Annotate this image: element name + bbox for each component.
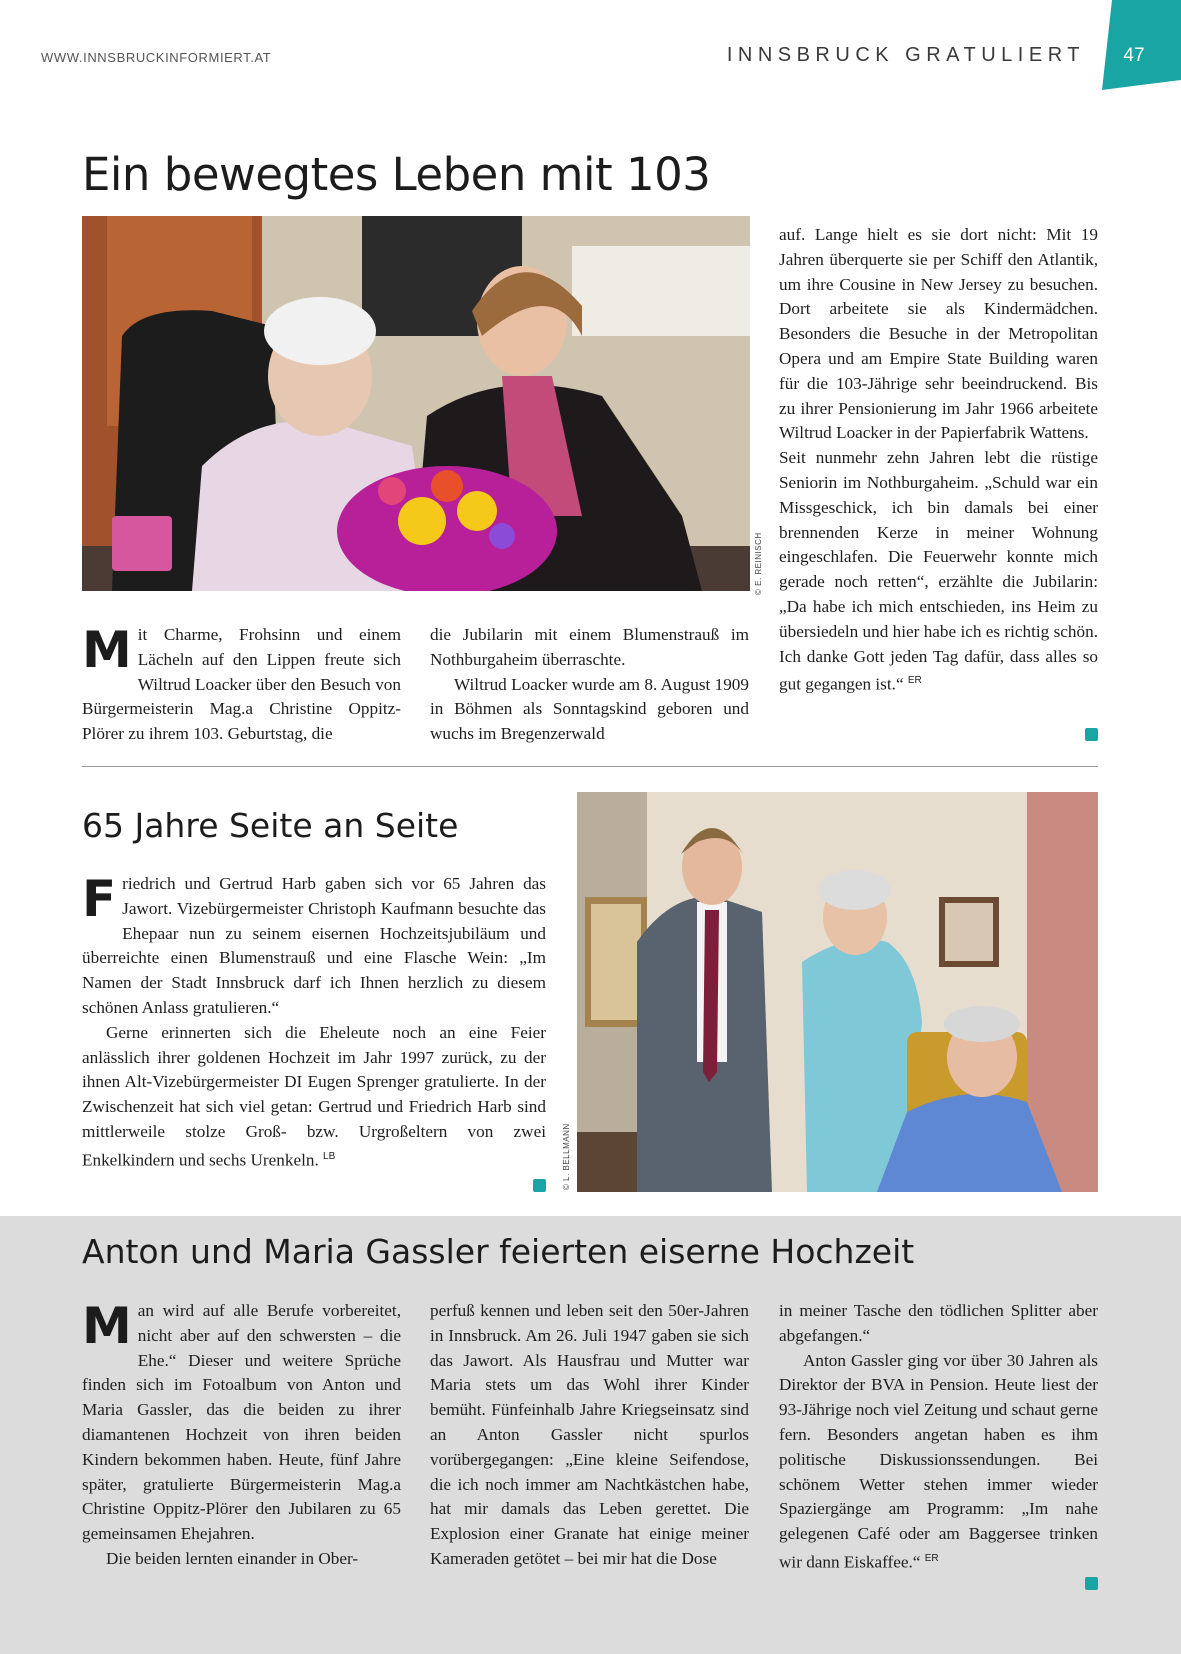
article1-col2-paragraph-1: die Jubilarin mit einem Blumenstrauß im Nothburgaheim überraschte. [430, 625, 749, 669]
article3-col1-paragraph-2: Die beiden lernten einander in Ober- [106, 1548, 359, 1568]
article3-column-1 [82, 1299, 401, 1572]
article3-col3-paragraph-1: in meiner Tasche den tödlichen Splitter aber abgefangen.“ [779, 1301, 1098, 1345]
article3-col2-paragraph-1: perfuß kennen und leben seit den 50er-Jahren in Innsbruck. Am 26. Juli 1947 gaben sie sich das Jawort. Als Hausfrau und Mutter war Maria stets um das Wohl ihrer Kinder bemüht. Fünfeinhalb Jahre Kriegseinsatz sind an Anton Gassler nicht spurlos vorübergegangen: „Eine kleine Seifendose, die ich noch immer am Nachtkästchen habe, hat mir damals das Leben gerettet. Die Explosion einer Granate hat einige meiner Kameraden getötet – bei mir hat die Dose [430, 1301, 749, 1568]
article3-col3-paragraph-2: Anton Gassler ging vor über 30 Jahren als Direktor der BVA in Pension. Heute liest der 93-Jährige noch viel Zeitung und schaut gerne fern. Besonders angetan haben es ihm politische Diskussionssendungen. Bei schönem Wetter stehen immer wieder Spaziergänge am Programm: „Im nahe gelegenen Café oder am Baggersee trinken wir dann Eiskaffee.“ $^{ER}$ [779, 1350, 1098, 1572]
article3-dropcap: M [82, 1297, 132, 1355]
article1-col3-paragraph-1: auf. Lange hielt es sie dort nicht: Mit 19 Jahren überquerte sie per Schiff den Atlantik, um ihre Cousine in New Jersey zu besuchen. Dort arbeitete sie als Kindermädchen. Besonders die Besuche in der Metropolitan Opera und am Empire State Building waren für die 103-Jährige sehr beeindruckend. Bis zu ihrer Pensionierung im Jahr 1966 arbeitete Wiltrud Loacker in der Papierfabrik Wattens. [779, 225, 1098, 443]
article1-column-1 [82, 623, 401, 747]
article1-col3-paragraph-2: Seit nunmehr zehn Jahren lebt die rüstige Seniorin im Nothburgaheim. „Schuld war ein Missgeschick, ich bin damals bei einer brennenden Kerze in meiner Wohnung eingeschlafen. Die Feuerwehr konnte mich gerade noch retten“, erzählte die Jubilarin: „Da habe ich mich entschieden, ins Heim zu übersiedeln und hier habe ich es richtig schön. Ich danke Gott jeden Tag dafür, dass alles so gut gegangen ist.“ $^{ER}$ [779, 448, 1098, 695]
article2-paragraph-1: riedrich und Gertrud Harb gaben sich vor 65 Jahren das Jawort. Vizebürgermeister Christoph Kaufmann besuchte das Ehepaar nun zu seinem eisernen Hochzeitsjubiläum und überreichte einen Blumenstrauß und eine Flasche Wein: „Im Namen der Stadt Innsbruck darf ich Ihnen herzlich zu diesem schönen Anlass gratulieren.“ [82, 874, 546, 1017]
article1-title: Ein bewegtes Leben mit 103 [82, 148, 711, 201]
article2-paragraph-2: Gerne erinnerten sich die Eheleute noch an eine Feier anlässlich ihrer goldenen Hochzeit im Jahr 1997 zurück, zu der ihnen Alt-Vizebürgermeister DI Eugen Sprenger gratulierte. In der Zwischenzeit hat sich viel getan: Gertrud und Friedrich Harb sind mittlerweile stolze Groß- bzw. Urgroßeltern von zwei Enkelkindern und sechs Urenkeln. $^{LB}$ [82, 1022, 546, 1170]
article3-title: Anton und Maria Gassler feierten eiserne Hochzeit [82, 1232, 915, 1271]
article2-title: 65 Jahre Seite an Seite [82, 806, 459, 845]
article2-signature: LB [323, 1150, 336, 1162]
header-url: WWW.INNSBRUCKINFORMIERT.AT [41, 50, 272, 65]
article1-col2-paragraph-2: Wiltrud Loacker wurde am 8. August 1909 in Böhmen als Sonntagskind geboren und wuchs im Bregenzerwald [430, 674, 749, 744]
article1-column-3 [779, 223, 1098, 698]
article1-photo [82, 216, 750, 591]
article1-end-mark [1085, 728, 1098, 741]
article1-dropcap: M [82, 621, 132, 679]
article2-body [82, 872, 546, 1173]
article3-end-mark [1085, 1577, 1098, 1590]
article1-col1-text: it Charme, Frohsinn und einem Lächeln auf den Lippen freute sich Wiltrud Loacker über den Besuch von Bürgermeisterin Mag.a Christine Oppitz-Plörer zu ihrem 103. Geburtstag, die [82, 625, 401, 744]
article1-photo-credit: © E. REINISCH [754, 532, 763, 595]
article2-photo [577, 792, 1098, 1192]
article2-photo-credit: © L. BELLMANN [562, 1123, 571, 1190]
article1-signature: ER [907, 675, 922, 687]
article2-end-mark [533, 1179, 546, 1192]
section-divider [82, 766, 1098, 767]
page-number: 47 [1123, 45, 1145, 66]
article3-column-3 [779, 1299, 1098, 1576]
article3-signature: ER [924, 1552, 939, 1564]
article3-column-2 [430, 1299, 749, 1572]
article1-column-2 [430, 623, 749, 747]
header-section-title: INNSBRUCK GRATULIERT [726, 44, 1085, 66]
article3-col1-paragraph-1: an wird auf alle Berufe vorbereitet, nicht aber auf den schwersten – die Ehe.“ Dieser und weitere Sprüche finden sich im Fotoalbum von Anton und Maria Gassler, das die beiden zu ihrer diamantenen Hochzeit von ihren beiden Kindern bekommen haben. Heute, fünf Jahre später, gratulierte Bürgermeisterin Mag.a Christine Oppitz-Plörer den Jubilaren zu 65 gemeinsamen Ehejahren. [82, 1301, 401, 1544]
article2-dropcap: F [82, 870, 117, 928]
